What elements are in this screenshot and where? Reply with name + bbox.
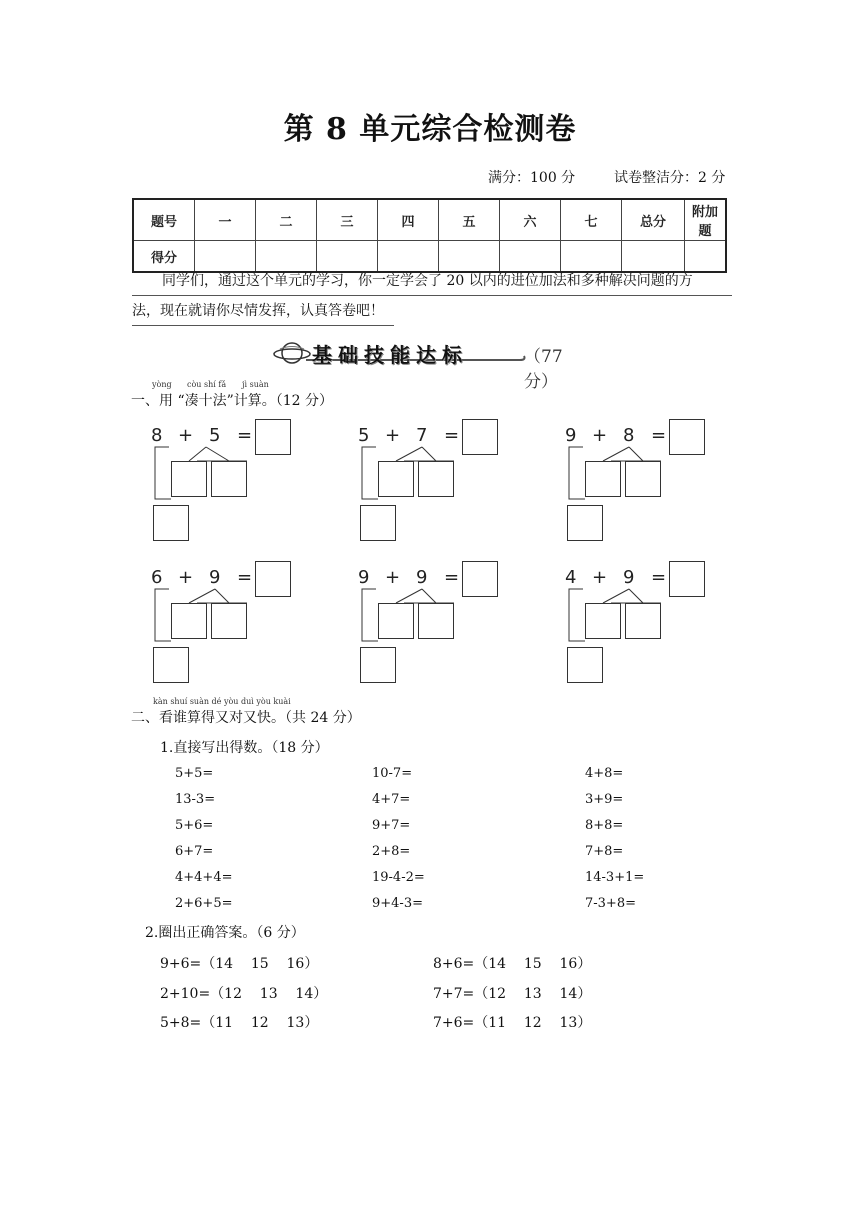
calc-item: 4+4+4= <box>175 870 233 885</box>
score-table-header-cell: 五 <box>439 199 500 241</box>
score-table-header-cell: 二 <box>256 199 317 241</box>
split-box-2[interactable] <box>418 461 454 497</box>
addend-b: 5 <box>209 425 221 446</box>
make-ten-problem <box>565 561 740 691</box>
page-title: 第 8 单元综合检测卷 <box>283 112 577 147</box>
split-box-2[interactable] <box>211 603 247 639</box>
make-ten-box[interactable] <box>153 647 189 683</box>
make-ten-problem <box>358 419 533 549</box>
score-table <box>132 198 727 273</box>
addend-b: 8 <box>623 425 635 446</box>
circle-choice-item[interactable]: 7+7=（12 13 14） <box>433 986 592 1002</box>
make-ten-box[interactable] <box>360 505 396 541</box>
score-table-header-cell: 附加题 <box>685 199 727 241</box>
split-box-1[interactable] <box>378 461 414 497</box>
plus-sign: + <box>385 425 401 446</box>
split-box-1[interactable] <box>171 603 207 639</box>
intro-paragraph <box>132 266 732 326</box>
score-table-header-cell: 七 <box>561 199 622 241</box>
split-box-1[interactable] <box>171 461 207 497</box>
make-ten-box[interactable] <box>153 505 189 541</box>
addend-a: 4 <box>565 567 577 588</box>
calc-item: 4+8= <box>585 766 624 781</box>
addend-b: 9 <box>209 567 221 588</box>
score-table-header-cell: 三 <box>317 199 378 241</box>
neatness-score: 试卷整洁分：2 分 <box>614 170 726 186</box>
score-table-header-row <box>133 199 726 241</box>
pinyin-jisuan: jì suàn <box>242 380 269 389</box>
make-ten-problem <box>151 419 326 549</box>
equals-sign: = <box>444 567 460 588</box>
score-table-header-cell: 题号 <box>133 199 195 241</box>
score-table-header-cell: 四 <box>378 199 439 241</box>
section-banner <box>272 338 592 392</box>
score-table-header-cell: 总分 <box>622 199 685 241</box>
score-table-header-cell: 六 <box>500 199 561 241</box>
score-table-row-label: 得分 <box>133 241 195 273</box>
equals-sign: = <box>444 425 460 446</box>
section-1-heading: 一、用 “凑十法”计算。（12 分） <box>131 393 334 409</box>
split-box-1[interactable] <box>585 461 621 497</box>
equals-sign: = <box>237 567 253 588</box>
addend-b: 7 <box>416 425 428 446</box>
calc-item: 8+8= <box>585 818 624 833</box>
make-ten-box[interactable] <box>360 647 396 683</box>
calc-item: 2+8= <box>372 844 411 859</box>
circle-choice-item[interactable]: 9+6=（14 15 16） <box>160 956 319 972</box>
score-table-header-cell: 一 <box>195 199 256 241</box>
answer-box[interactable] <box>462 561 498 597</box>
circle-choice-item[interactable]: 7+6=（11 12 13） <box>433 1015 592 1031</box>
split-box-1[interactable] <box>378 603 414 639</box>
intro-line-1: 同学们，通过这个单元的学习，你一定学会了 20 以内的进位加法和多种解决问题的方 <box>132 266 732 296</box>
calc-item: 9+4-3= <box>372 896 423 911</box>
plus-sign: + <box>592 567 608 588</box>
addend-a: 6 <box>151 567 163 588</box>
make-ten-box[interactable] <box>567 505 603 541</box>
answer-box[interactable] <box>669 561 705 597</box>
plus-sign: + <box>385 567 401 588</box>
plus-sign: + <box>178 425 194 446</box>
answer-box[interactable] <box>669 419 705 455</box>
circle-choice-item[interactable]: 2+10=（12 13 14） <box>160 986 328 1002</box>
section-2-heading: 二、看谁算得又对又快。（共 24 分） <box>131 710 361 726</box>
make-ten-box[interactable] <box>567 647 603 683</box>
banner-score: （77 分） <box>524 347 563 392</box>
calc-item: 7+8= <box>585 844 624 859</box>
calc-item: 5+6= <box>175 818 214 833</box>
pinyin-coushifa: còu shí fǎ <box>187 380 227 389</box>
calc-item: 6+7= <box>175 844 214 859</box>
part-1-label: 1.直接写出得数。（18 分） <box>160 740 329 756</box>
calc-item: 13-3= <box>175 792 216 807</box>
split-box-1[interactable] <box>585 603 621 639</box>
calc-item: 3+9= <box>585 792 624 807</box>
make-ten-problem <box>358 561 533 691</box>
addend-b: 9 <box>623 567 635 588</box>
calc-item: 2+6+5= <box>175 896 233 911</box>
part-2-label: 2.圈出正确答案。（6 分） <box>145 925 305 941</box>
circle-choice-item[interactable]: 8+6=（14 15 16） <box>433 956 592 972</box>
plus-sign: + <box>592 425 608 446</box>
answer-box[interactable] <box>462 419 498 455</box>
calc-item: 14-3+1= <box>585 870 645 885</box>
plus-sign: + <box>178 567 194 588</box>
split-box-2[interactable] <box>625 603 661 639</box>
addend-a: 9 <box>565 425 577 446</box>
addend-a: 9 <box>358 567 370 588</box>
calc-item: 4+7= <box>372 792 411 807</box>
section-2-pinyin: kàn shuí suàn dé yòu duì yòu kuài <box>153 697 291 706</box>
pinyin-yong: yòng <box>152 380 172 389</box>
calc-item: 9+7= <box>372 818 411 833</box>
circle-choice-item[interactable]: 5+8=（11 12 13） <box>160 1015 319 1031</box>
calc-item: 7-3+8= <box>585 896 636 911</box>
split-box-2[interactable] <box>418 603 454 639</box>
addend-a: 5 <box>358 425 370 446</box>
split-box-2[interactable] <box>625 461 661 497</box>
equals-sign: = <box>651 425 667 446</box>
addend-a: 8 <box>151 425 163 446</box>
make-ten-problem <box>151 561 326 691</box>
answer-box[interactable] <box>255 561 291 597</box>
addend-b: 9 <box>416 567 428 588</box>
equals-sign: = <box>237 425 253 446</box>
make-ten-problem <box>565 419 740 549</box>
equals-sign: = <box>651 567 667 588</box>
split-box-2[interactable] <box>211 461 247 497</box>
intro-line-2: 法，现在就请你尽情发挥，认真答卷吧！ <box>132 296 394 326</box>
full-score: 满分：100 分 <box>488 170 576 186</box>
answer-box[interactable] <box>255 419 291 455</box>
calc-item: 10-7= <box>372 766 413 781</box>
banner-title: 基础技能达标 <box>312 343 468 367</box>
calc-item: 19-4-2= <box>372 870 425 885</box>
calc-item: 5+5= <box>175 766 214 781</box>
